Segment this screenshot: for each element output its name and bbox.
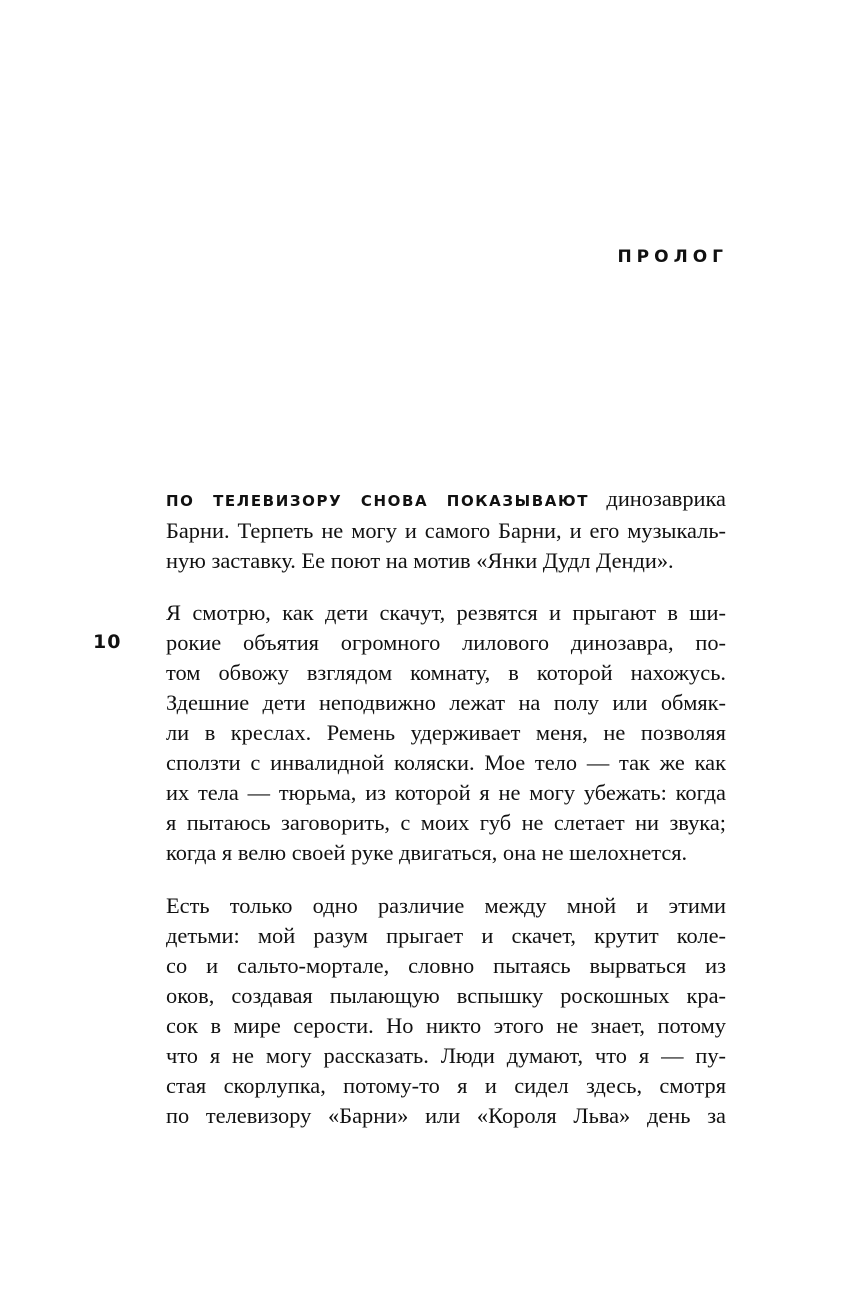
paragraph-line: [166, 484, 726, 516]
paragraph-line: их тела — тюрьма, из которой я не могу убежать: когда: [166, 780, 726, 805]
paragraph-line: со и сальто-мортале, словно пытаясь вырваться из: [166, 953, 726, 978]
paragraph-1: [166, 484, 726, 576]
paragraph-line: детьми: мой разум прыгает и скачет, крутит коле-: [166, 923, 726, 948]
paragraph-line: когда я велю своей руке двигаться, она не шелохнется.: [166, 840, 688, 865]
paragraph-2: [166, 598, 726, 868]
paragraph-line: Я смотрю, как дети скачут, резвятся и прыгают в ши-: [166, 600, 726, 625]
paragraph-line: Есть только одно различие между мной и этими: [166, 893, 726, 918]
paragraph-line: стая скорлупка, потому-то я и сидел здесь, смотря: [166, 1073, 726, 1098]
paragraph-line: ную заставку. Ее поют на мотив «Янки Дудл Денди».: [166, 548, 674, 573]
paragraph-line: что я не могу рассказать. Люди думают, что я — пу-: [166, 1043, 726, 1068]
lead-in-continuation: динозаврика: [606, 486, 726, 511]
paragraph-line: оков, создавая пылающую вспышку роскошных кра-: [166, 983, 726, 1008]
paragraph-line: Барни. Терпеть не могу и самого Барни, и его музыкаль-: [166, 518, 726, 543]
paragraph-line: том обвожу взглядом комнату, в которой нахожусь.: [166, 660, 726, 685]
paragraph-line: я пытаюсь заговорить, с моих губ не слетает ни звука;: [166, 810, 726, 835]
chapter-title: ПРОЛОГ: [617, 247, 728, 267]
page-number: 10: [93, 631, 122, 653]
paragraph-line: Здешние дети неподвижно лежат на полу или обмяк-: [166, 690, 726, 715]
paragraph-line: по телевизору «Барни» или «Короля Льва» день за: [166, 1103, 726, 1128]
paragraph-line: сползти с инвалидной коляски. Мое тело — так же как: [166, 750, 726, 775]
paragraph-line: ли в креслах. Ремень удерживает меня, не позволяя: [166, 720, 726, 745]
paragraph-line: рокие объятия огромного лилового динозавра, по-: [166, 630, 726, 655]
lead-in-small-caps: ПО ТЕЛЕВИЗОРУ СНОВА ПОКАЗЫВАЮТ: [166, 492, 590, 510]
paragraph-line: сок в мире серости. Но никто этого не знает, потому: [166, 1013, 726, 1038]
paragraph-3: [166, 891, 726, 1131]
